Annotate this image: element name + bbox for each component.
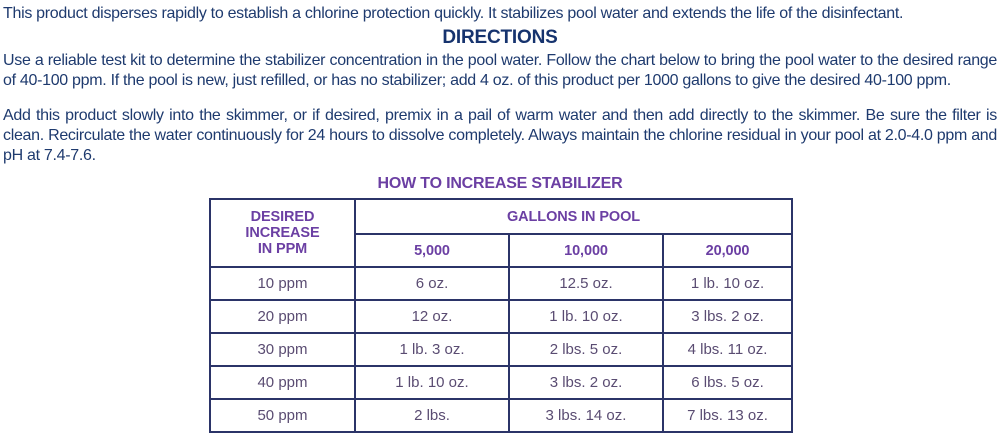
directions-paragraph-1: Use a reliable test kit to determine the stabilizer concentration in the pool water. Follow the chart below to bring the pool water to the desired range of 40-100 ppm. If the pool is new, just refilled, or has no stabilizer; add 4 oz. of this product per 1000 gallons to give the desired 40-100 ppm. <box>3 52 997 89</box>
cell-dose: 1 lb. 10 oz. <box>663 267 792 300</box>
cell-dose: 3 lbs. 14 oz. <box>509 399 663 432</box>
group-header-gallons: GALLONS IN POOL <box>355 199 792 234</box>
stabilizer-dosage-table <box>209 198 793 433</box>
stabilizer-table-title: HOW TO INCREASE STABILIZER <box>377 175 623 192</box>
cell-dose: 6 lbs. 5 oz. <box>663 366 792 399</box>
cell-ppm: 50 ppm <box>210 399 355 432</box>
cell-dose: 3 lbs. 2 oz. <box>509 366 663 399</box>
cell-dose: 7 lbs. 13 oz. <box>663 399 792 432</box>
cell-ppm: 40 ppm <box>210 366 355 399</box>
cell-dose: 2 lbs. 5 oz. <box>509 333 663 366</box>
cell-dose: 1 lb. 10 oz. <box>509 300 663 333</box>
stabilizer-table-section <box>209 175 791 433</box>
table-row <box>210 267 792 300</box>
cell-dose: 12 oz. <box>355 300 509 333</box>
table-row <box>210 333 792 366</box>
table-row <box>210 399 792 432</box>
row-header-label: DESIRED INCREASE IN PPM <box>245 209 320 257</box>
intro-paragraph: This product disperses rapidly to establish a chlorine protection quickly. It stabilizes pool water and extends the life of the disinfectant. <box>3 5 904 22</box>
cell-dose: 1 lb. 10 oz. <box>355 366 509 399</box>
row-header-desired-increase <box>210 199 355 267</box>
table-row <box>210 366 792 399</box>
cell-dose: 3 lbs. 2 oz. <box>663 300 792 333</box>
table-header-row-1 <box>210 199 792 234</box>
column-header-20000: 20,000 <box>663 234 792 267</box>
cell-dose: 4 lbs. 11 oz. <box>663 333 792 366</box>
cell-ppm: 30 ppm <box>210 333 355 366</box>
cell-dose: 12.5 oz. <box>509 267 663 300</box>
column-header-10000: 10,000 <box>509 234 663 267</box>
cell-dose: 2 lbs. <box>355 399 509 432</box>
cell-ppm: 10 ppm <box>210 267 355 300</box>
column-header-5000: 5,000 <box>355 234 509 267</box>
table-row <box>210 300 792 333</box>
cell-dose: 1 lb. 3 oz. <box>355 333 509 366</box>
directions-heading: DIRECTIONS <box>442 27 558 48</box>
directions-paragraph-2: Add this product slowly into the skimmer, or if desired, premix in a pail of warm water and then add directly to the skimmer. Be sure the filter is clean. Recirculate the water continuously for 24 hours to dissolve completely. Always maintain the chlorine residual in your pool at 2.0-4.0 ppm and pH at 7.4-7.6. <box>3 107 997 164</box>
cell-ppm: 20 ppm <box>210 300 355 333</box>
cell-dose: 6 oz. <box>355 267 509 300</box>
